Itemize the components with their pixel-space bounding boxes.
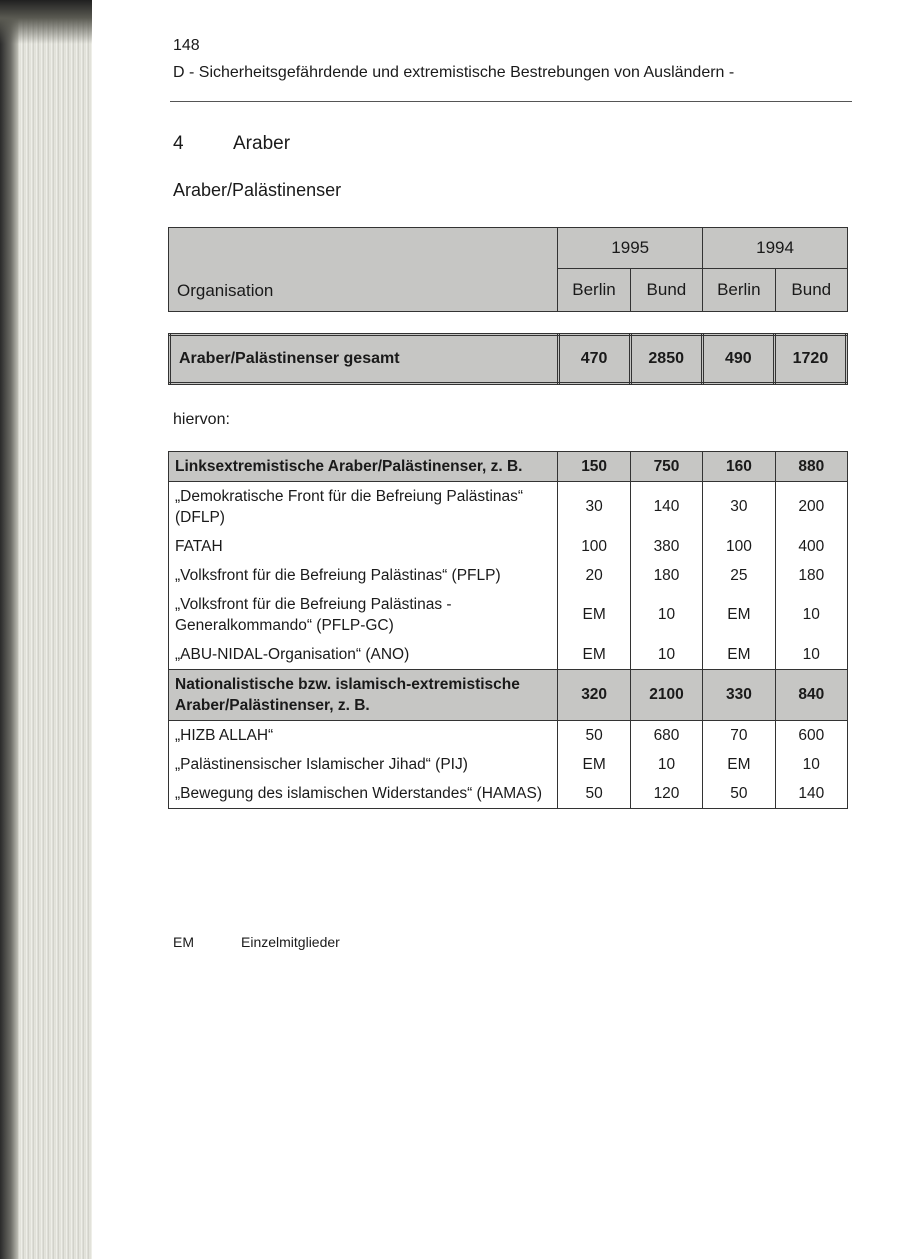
footnote-text: Einzelmitglieder [241, 934, 340, 950]
footnote [173, 934, 340, 950]
row-value-berlin-1995: EM [558, 590, 630, 640]
row-value-berlin-1994: 100 [703, 532, 775, 561]
table-row [169, 590, 848, 640]
row-value-bund-1994: 600 [775, 721, 847, 751]
table-group-row [169, 670, 848, 721]
row-value-berlin-1994: EM [703, 590, 775, 640]
footnote-abbreviation: EM [173, 934, 194, 950]
row-value-berlin-1994: 25 [703, 561, 775, 590]
row-value-berlin-1995: 50 [558, 779, 630, 809]
row-value-berlin-1994: 30 [703, 482, 775, 533]
bund-1995-header: Bund [630, 269, 702, 312]
running-head: D - Sicherheitsgefährdende und extremistische Bestrebungen von Ausländern - [173, 64, 735, 81]
section-title: Araber [233, 133, 291, 154]
row-value-bund-1994: 880 [775, 452, 847, 482]
total-berlin-1995: 470 [558, 335, 630, 384]
hiervon-label: hiervon: [173, 411, 230, 428]
table-row [169, 750, 848, 779]
total-table [168, 333, 848, 385]
row-value-berlin-1994: 50 [703, 779, 775, 809]
table-row [169, 532, 848, 561]
section-heading [173, 133, 290, 155]
total-bund-1994: 1720 [774, 335, 846, 384]
year-1994-header: 1994 [703, 228, 848, 269]
row-value-berlin-1995: 20 [558, 561, 630, 590]
row-value-bund-1995: 120 [630, 779, 702, 809]
row-value-berlin-1994: EM [703, 750, 775, 779]
row-value-berlin-1994: 330 [703, 670, 775, 721]
total-berlin-1994: 490 [702, 335, 774, 384]
row-value-bund-1994: 180 [775, 561, 847, 590]
organisation-table-body [169, 452, 848, 809]
row-value-bund-1994: 840 [775, 670, 847, 721]
row-value-berlin-1995: 100 [558, 532, 630, 561]
row-value-berlin-1995: 320 [558, 670, 630, 721]
row-value-bund-1995: 680 [630, 721, 702, 751]
row-value-bund-1994: 200 [775, 482, 847, 533]
row-value-berlin-1995: EM [558, 750, 630, 779]
row-value-bund-1995: 10 [630, 640, 702, 670]
row-value-bund-1995: 380 [630, 532, 702, 561]
row-value-berlin-1994: 160 [703, 452, 775, 482]
berlin-1994-header: Berlin [703, 269, 775, 312]
total-label: Araber/Palästinenser gesamt [170, 335, 559, 384]
row-value-bund-1994: 400 [775, 532, 847, 561]
total-bund-1995: 2850 [630, 335, 702, 384]
row-label: „Volksfront für die Befreiung Palästinas - Generalkommando“ (PFLP-GC) [169, 590, 558, 640]
row-value-berlin-1994: EM [703, 640, 775, 670]
table-row [169, 482, 848, 533]
row-value-bund-1995: 2100 [630, 670, 702, 721]
header-rule [170, 101, 852, 102]
row-value-bund-1995: 180 [630, 561, 702, 590]
table-row [169, 640, 848, 670]
row-label: „Bewegung des islamischen Widerstandes“ (HAMAS) [169, 779, 558, 809]
organisation-header: Organisation [169, 228, 558, 312]
book-spine-shadow [0, 0, 18, 1259]
subsection-title: Araber/Palästinenser [173, 180, 342, 200]
organisation-table [168, 451, 848, 809]
page-number: 148 [173, 37, 200, 54]
row-label: „Volksfront für die Befreiung Palästinas“ (PFLP) [169, 561, 558, 590]
row-value-berlin-1995: EM [558, 640, 630, 670]
row-label: „HIZB ALLAH“ [169, 721, 558, 751]
row-label: „Palästinensischer Islamischer Jihad“ (PIJ) [169, 750, 558, 779]
row-value-berlin-1995: 30 [558, 482, 630, 533]
row-value-berlin-1994: 70 [703, 721, 775, 751]
row-label: Nationalistische bzw. islamisch-extremistische Araber/Palästinenser, z. B. [169, 670, 558, 721]
table-row [169, 779, 848, 809]
section-number: 4 [173, 133, 184, 154]
book-corner-shadow [0, 0, 92, 44]
table-row [169, 561, 848, 590]
berlin-1995-header: Berlin [558, 269, 630, 312]
table-row [169, 721, 848, 751]
table-group-row [169, 452, 848, 482]
row-label: Linksextremistische Araber/Palästinenser, z. B. [169, 452, 558, 482]
row-value-berlin-1995: 50 [558, 721, 630, 751]
row-value-bund-1995: 140 [630, 482, 702, 533]
row-value-bund-1994: 10 [775, 640, 847, 670]
row-value-berlin-1995: 150 [558, 452, 630, 482]
year-1995-header: 1995 [558, 228, 703, 269]
bund-1994-header: Bund [775, 269, 847, 312]
row-value-bund-1995: 750 [630, 452, 702, 482]
row-value-bund-1995: 10 [630, 750, 702, 779]
row-label: „Demokratische Front für die Befreiung Palästinas“ (DFLP) [169, 482, 558, 533]
row-value-bund-1994: 10 [775, 590, 847, 640]
row-value-bund-1994: 140 [775, 779, 847, 809]
row-value-bund-1995: 10 [630, 590, 702, 640]
row-value-bund-1994: 10 [775, 750, 847, 779]
row-label: „ABU-NIDAL-Organisation“ (ANO) [169, 640, 558, 670]
column-header-table [168, 227, 848, 312]
row-label: FATAH [169, 532, 558, 561]
